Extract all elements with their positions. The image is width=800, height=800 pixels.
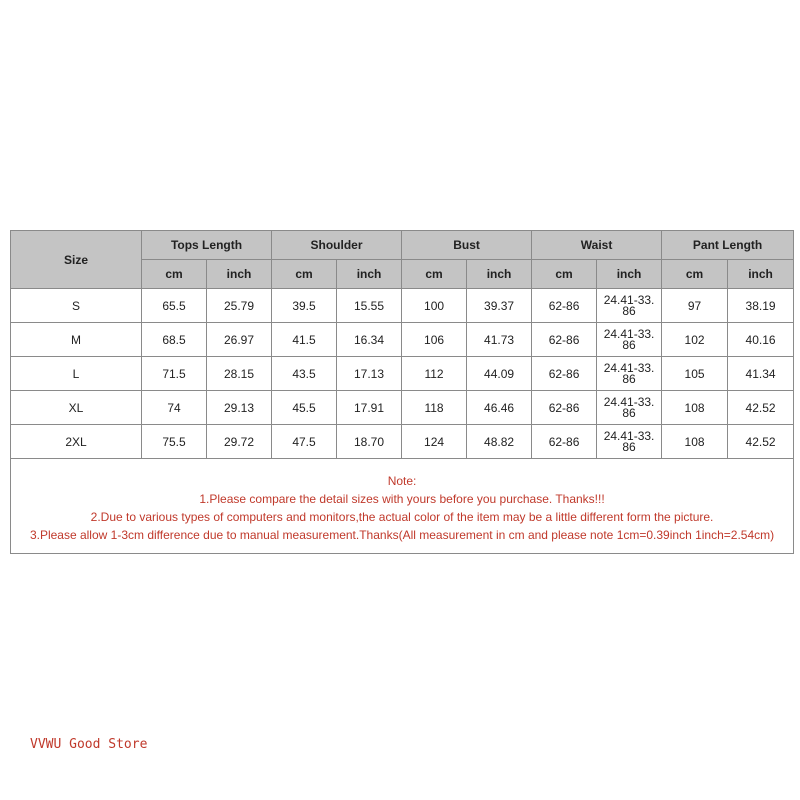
note-line-3: 3.Please allow 1-3cm difference due to manual measurement.Thanks(All measurement in cm and please note 1cm=0.39inch 1inch=2.54cm) <box>29 528 775 542</box>
value-cell: 46.46 <box>467 391 532 425</box>
unit-header: cm <box>532 260 597 289</box>
value-cell: 18.70 <box>337 425 402 459</box>
value-cell: 44.09 <box>467 357 532 391</box>
value-cell: 47.5 <box>272 425 337 459</box>
value-cell: 100 <box>402 289 467 323</box>
value-cell: 16.34 <box>337 323 402 357</box>
value-cell-part: 24.41-33. <box>603 428 655 443</box>
note-line-1: 1.Please compare the detail sizes with yours before you purchase. Thanks!!! <box>199 492 605 506</box>
value-cell: 62-86 <box>532 323 597 357</box>
value-cell: 17.13 <box>337 357 402 391</box>
group-header: Shoulder <box>272 231 402 260</box>
value-cell <box>597 289 662 323</box>
value-cell: 41.5 <box>272 323 337 357</box>
value-cell <box>597 323 662 357</box>
value-cell <box>597 357 662 391</box>
table-row <box>11 357 794 391</box>
value-cell-part: 86 <box>622 405 636 420</box>
value-cell: 106 <box>402 323 467 357</box>
value-cell: 40.16 <box>728 323 794 357</box>
value-cell: 74 <box>142 391 207 425</box>
unit-header: inch <box>728 260 794 289</box>
size-cell: L <box>11 357 142 391</box>
value-cell: 45.5 <box>272 391 337 425</box>
unit-header: cm <box>402 260 467 289</box>
value-cell-part: 86 <box>622 337 636 352</box>
value-cell: 41.34 <box>728 357 794 391</box>
unit-header: cm <box>272 260 337 289</box>
value-cell: 118 <box>402 391 467 425</box>
value-cell <box>597 391 662 425</box>
value-cell: 39.5 <box>272 289 337 323</box>
value-cell-part: 86 <box>622 371 636 386</box>
value-cell: 15.55 <box>337 289 402 323</box>
unit-header: inch <box>207 260 272 289</box>
table-row <box>11 391 794 425</box>
value-cell: 29.72 <box>207 425 272 459</box>
unit-header: cm <box>142 260 207 289</box>
value-cell: 102 <box>662 323 728 357</box>
size-chart-table <box>10 230 794 554</box>
table-row <box>11 425 794 459</box>
value-cell-part: 86 <box>622 439 636 454</box>
value-cell: 108 <box>662 425 728 459</box>
table-row <box>11 289 794 323</box>
size-cell: M <box>11 323 142 357</box>
value-cell: 39.37 <box>467 289 532 323</box>
note-title: Note: <box>387 474 417 488</box>
group-header: Waist <box>532 231 662 260</box>
value-cell: 124 <box>402 425 467 459</box>
size-cell: 2XL <box>11 425 142 459</box>
value-cell: 62-86 <box>532 357 597 391</box>
note-line-2: 2.Due to various types of computers and monitors,the actual color of the item may be a little different form the picture. <box>90 510 714 524</box>
value-cell: 68.5 <box>142 323 207 357</box>
unit-header: cm <box>662 260 728 289</box>
value-cell: 42.52 <box>728 425 794 459</box>
value-cell: 62-86 <box>532 425 597 459</box>
value-cell: 43.5 <box>272 357 337 391</box>
value-cell: 97 <box>662 289 728 323</box>
value-cell: 112 <box>402 357 467 391</box>
value-cell: 75.5 <box>142 425 207 459</box>
unit-header: inch <box>337 260 402 289</box>
value-cell: 65.5 <box>142 289 207 323</box>
value-cell: 62-86 <box>532 391 597 425</box>
value-cell: 29.13 <box>207 391 272 425</box>
value-cell: 17.91 <box>337 391 402 425</box>
unit-header: inch <box>597 260 662 289</box>
value-cell: 42.52 <box>728 391 794 425</box>
group-header: Tops Length <box>142 231 272 260</box>
group-header: Pant Length <box>662 231 794 260</box>
size-cell: XL <box>11 391 142 425</box>
value-cell-part: 24.41-33. <box>603 326 655 341</box>
unit-header: inch <box>467 260 532 289</box>
store-name: VVWU Good Store <box>30 737 148 752</box>
value-cell: 38.19 <box>728 289 794 323</box>
value-cell: 28.15 <box>207 357 272 391</box>
notes-cell <box>11 459 794 554</box>
value-cell-part: 86 <box>622 303 636 318</box>
group-header: Bust <box>402 231 532 260</box>
value-cell: 25.79 <box>207 289 272 323</box>
value-cell: 48.82 <box>467 425 532 459</box>
value-cell: 105 <box>662 357 728 391</box>
value-cell: 41.73 <box>467 323 532 357</box>
value-cell: 108 <box>662 391 728 425</box>
value-cell-part: 24.41-33. <box>603 360 655 375</box>
size-column-header: Size <box>11 231 142 289</box>
value-cell: 62-86 <box>532 289 597 323</box>
value-cell <box>597 425 662 459</box>
value-cell-part: 24.41-33. <box>603 292 655 307</box>
value-cell: 71.5 <box>142 357 207 391</box>
value-cell-part: 24.41-33. <box>603 394 655 409</box>
value-cell: 26.97 <box>207 323 272 357</box>
table-row <box>11 323 794 357</box>
size-cell: S <box>11 289 142 323</box>
